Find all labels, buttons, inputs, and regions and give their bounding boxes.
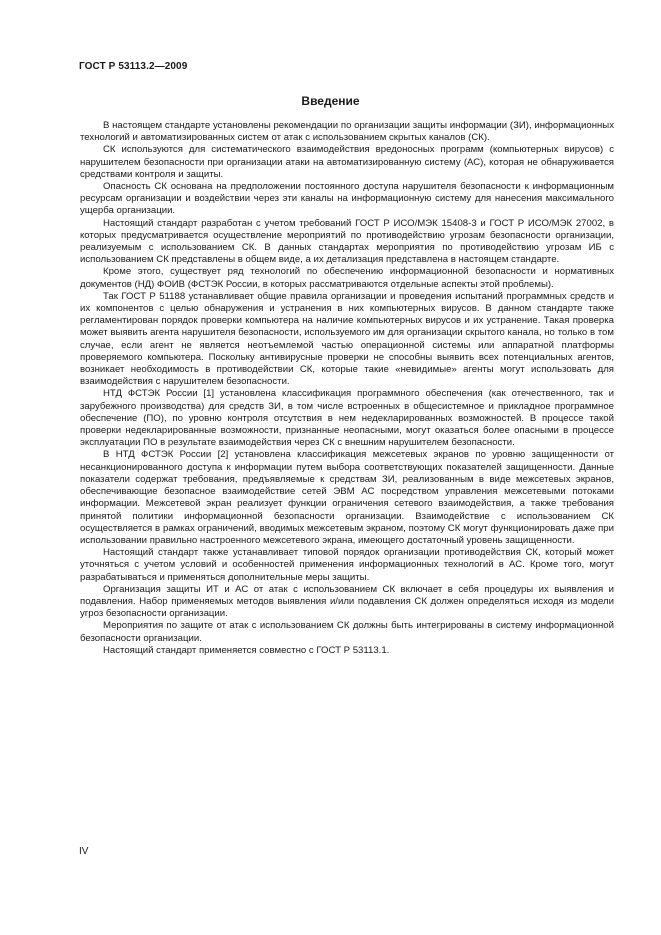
paragraph: В НТД ФСТЭК России [2] установлена классификация межсетевых экранов по уровню защищенности от несанкционированного доступа к информации путем выбора соответствующих показателей защищенности. Данные показатели содержат требования, предъявляемые к средствам ЗИ, реализованным в виде межсетевых экранов, обеспечивающие безопасное взаимодействие сетей ЭВМ АС посредством управления межсетевыми потоками информации. Межсетевой экран реализует функции ограничения сетевого взаимодействия, а также требования принятой политики информационной безопасности организации. Взаимодействие с использованием СК осуществляется в рамках ограничений, вводимых межсетевым экраном, поэтому СК могут функционировать даже при использовании правильно настроенного межсетевого экрана, имеющего достаточный уровень защищенности. — [80, 449, 614, 546]
paragraph: Организация защиты ИТ и АС от атак с использованием СК включает в себя процедуры их выявления и подавления. Набор применяемых методов выявления и/или подавления СК должен определяться исходя из модели угроз безопасности организации. — [80, 583, 614, 620]
paragraph: Настоящий стандарт также устанавливает типовой порядок организации противодействия СК, который может уточняться с учетом условий и особенностей применения информационных технологий в АС. Кроме того, могут разрабатываться и применяться дополнительные меры защиты. — [80, 547, 614, 583]
paragraph: Кроме этого, существует ряд технологий по обеспечению информационной безопасности и нормативных документов (НД) ФОИВ (ФСТЭК России, в которых рассматриваются отдельные аспекты этой проблемы). — [80, 266, 614, 290]
introduction-body — [80, 120, 614, 657]
document-code: ГОСТ Р 53113.2—2009 — [79, 61, 188, 72]
paragraph: Так ГОСТ Р 51188 устанавливает общие правила организации и проведения испытаний программных средств и их компонентов с целью обнаружения и устранения в них компьютерных вирусов. В данном стандарте также регламентирован порядок проверки компьютера на наличие компьютерных вирусов и их устранение. Такая проверка может выявить агента нарушителя безопасности, используемого им для организации скрытого канала, но только в том случае, если агент не является неотъемлемой частью операционной системы или аппаратной платформы проверяемого компьютера. Поскольку антивирусные проверки не способны выявить всех потенциальных агентов, возникает необходимость в противодействии СК, которые такие «невидимые» агенты могут использовать для взаимодействия с нарушителем безопасности. — [80, 290, 614, 388]
paragraph: Мероприятия по защите от атак с использованием СК должны быть интегрированы в систему информационной безопасности организации. — [80, 620, 614, 644]
paragraph: Настоящий стандарт применяется совместно с ГОСТ Р 53113.1. — [103, 644, 390, 656]
paragraph: НТД ФСТЭК России [1] установлена классификация программного обеспечения (как отечественного, так и зарубежного производства) для средств ЗИ, в том числе встроенных в общесистемное и прикладное программное обеспечение (ПО), по уровню контроля отсутствия в нем недекларированных возможностей. В процессе такой проверки недекларированные возможности, признанные неопасными, могут оказаться более опасными в процессе эксплуатации ПО в результате взаимодействия через СК с внешним нарушителем безопасности. — [80, 388, 614, 449]
paragraph: Опасность СК основана на предположении постоянного доступа нарушителя безопасности к информационным ресурсам организации и воздействии через эти каналы на информационную систему для нанесения максимального ущерба организации. — [80, 181, 614, 217]
section-title: Введение — [301, 94, 360, 108]
paragraph: Настоящий стандарт разработан с учетом требований ГОСТ Р ИСО/МЭК 15408-3 и ГОСТ Р ИСО/МЭК 27002, в которых предусматривается осуществление мероприятий по противодействию угрозам безопасности организации, реализуемым с использованием СК. В данных стандартах мероприятия по противодействию угрозам ИБ с использованием СК представлены в общем виде, а их детализация представлена в настоящем стандарте. — [80, 217, 614, 266]
page-number: IV — [79, 846, 89, 857]
paragraph: В настоящем стандарте установлены рекомендации по организации защиты информации (ЗИ), информационных технологий и автоматизированных систем от атак с использованием скрытых каналов (СК). — [80, 120, 614, 144]
paragraph: СК используются для систематического взаимодействия вредоносных программ (компьютерных вирусов) с нарушителем безопасности при организации атаки на автоматизированную систему (АС), которая не обнаруживается средствами контроля и защиты. — [80, 144, 614, 180]
